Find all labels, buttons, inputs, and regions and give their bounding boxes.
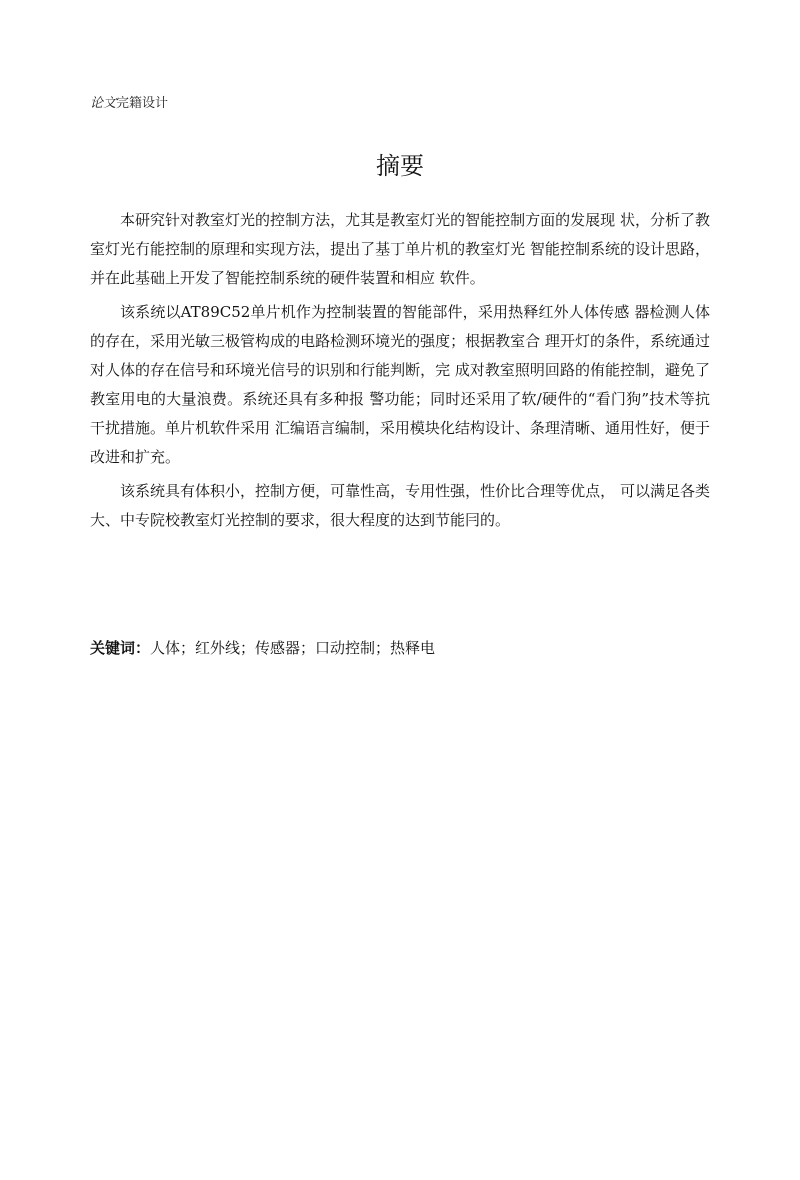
keywords-line [90, 636, 710, 660]
abstract-body [90, 206, 710, 540]
running-header-rest: 完籍设计 [116, 96, 169, 111]
running-header [90, 92, 168, 111]
abstract-title: 摘要 [376, 152, 424, 180]
keywords-text: 人体；红外线；传感器；口动控制；热释电 [150, 639, 436, 657]
running-header-italic: 论文 [90, 96, 117, 111]
abstract-paragraph-3: 该系统具有体积小，控制方便，可靠性高，专用性强，性价比合理等优点， 可以满足各类大、中专院校教室灯光控制的要求，很大程度的达到节能冃的。 [90, 482, 710, 529]
keywords-label: 关键词： [90, 639, 151, 657]
abstract-paragraph-1: 本研究针对教室灯光的控制方法，尤其是教室灯光的智能控制方面的发展现 状，分析了教室灯光冇能控制的原理和实现方法，提出了基丁单片机的教室灯光 智能控制系统的设计思路，并在此基础上开发了智能控制系统的硬件装置和相应 软件。 [90, 211, 710, 287]
abstract-paragraph-2: 该系统以AT89C52单片机作为控制装置的智能部件，采用热释红外人体传感 器检测人体的存在，采用光敏三极管构成的电路检测环境光的强度；根据教室合 理开灯的条件，系统通过对人体的存在信号和环境光信号的识别和行能判断，完 成对教室照明回路的侑能控制，避免了教室用电的大量浪费。系统还具有多种报 警功能；同时还采用了软/硬件的“看门狗”技术等抗干扰措施。单片机软件采用 汇编语言编制，采用模块化结构设计、条理清晰、通用性好，便于改进和扩充。 [90, 303, 710, 466]
